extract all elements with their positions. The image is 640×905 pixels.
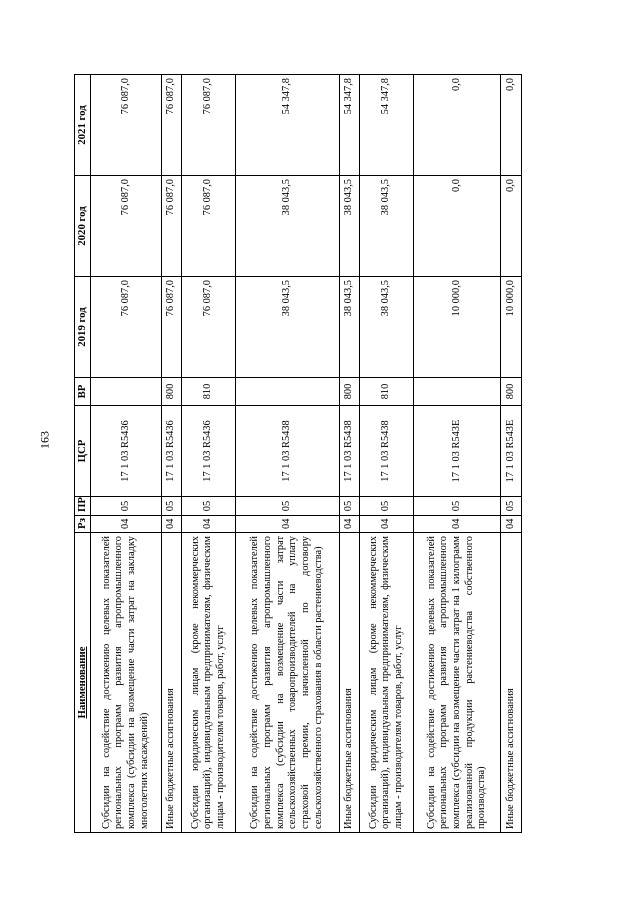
header-2019: 2019 год bbox=[75, 277, 91, 378]
cell-2020: 38 043,5 bbox=[360, 176, 414, 277]
table-row bbox=[414, 75, 501, 833]
table-row bbox=[182, 75, 236, 833]
cell-pr: 05 bbox=[339, 497, 360, 516]
cell-name: Субсидии юридическим лицам (кроме некоммерческих организаций), индивидуальным предпринимателям, физическим лицам - производителям товаров, работ, услуг bbox=[360, 533, 414, 833]
cell-name: Иные бюджетные ассигнования bbox=[501, 533, 522, 833]
cell-vr: 800 bbox=[161, 378, 182, 406]
cell-vr bbox=[91, 378, 161, 406]
cell-2021: 76 087,0 bbox=[91, 75, 161, 176]
cell-name: Субсидии на содействие достижению целевых показателей региональных программ развития агропромышленного комплекса (субсидии на возмещение части затрат на закладку многолетних насаждений) bbox=[91, 533, 161, 833]
cell-rz: 04 bbox=[360, 516, 414, 533]
page-number: 163 bbox=[37, 431, 52, 449]
header-2021: 2021 год bbox=[75, 75, 91, 176]
cell-2020: 76 087,0 bbox=[182, 176, 236, 277]
cell-pr: 05 bbox=[360, 497, 414, 516]
cell-2020: 0,0 bbox=[414, 176, 501, 277]
cell-rz: 04 bbox=[236, 516, 340, 533]
table-row bbox=[161, 75, 182, 833]
cell-pr: 05 bbox=[161, 497, 182, 516]
cell-csr: 17 1 03 R5436 bbox=[182, 406, 236, 497]
cell-csr: 17 1 03 R5438 bbox=[339, 406, 360, 497]
table-row bbox=[91, 75, 161, 833]
cell-rz: 04 bbox=[414, 516, 501, 533]
budget-table bbox=[74, 74, 522, 833]
cell-pr: 05 bbox=[182, 497, 236, 516]
cell-csr: 17 1 03 R5436 bbox=[91, 406, 161, 497]
cell-2019: 10 000,0 bbox=[414, 277, 501, 378]
cell-2021: 54 347,8 bbox=[360, 75, 414, 176]
cell-csr: 17 1 03 R543E bbox=[414, 406, 501, 497]
cell-2021: 54 347,8 bbox=[339, 75, 360, 176]
cell-vr: 800 bbox=[501, 378, 522, 406]
cell-vr: 810 bbox=[360, 378, 414, 406]
cell-pr: 05 bbox=[236, 497, 340, 516]
cell-2020: 0,0 bbox=[501, 176, 522, 277]
rotated-table-container bbox=[74, 75, 522, 833]
header-vr: ВР bbox=[75, 378, 91, 406]
cell-2019: 76 087,0 bbox=[91, 277, 161, 378]
cell-csr: 17 1 03 R543E bbox=[501, 406, 522, 497]
cell-2020: 76 087,0 bbox=[161, 176, 182, 277]
cell-2019: 76 087,0 bbox=[161, 277, 182, 378]
cell-vr bbox=[236, 378, 340, 406]
cell-2019: 38 043,5 bbox=[360, 277, 414, 378]
cell-vr: 800 bbox=[339, 378, 360, 406]
cell-2021: 76 087,0 bbox=[182, 75, 236, 176]
header-csr: ЦСР bbox=[75, 406, 91, 497]
cell-name: Иные бюджетные ассигнования bbox=[339, 533, 360, 833]
cell-2019: 38 043,5 bbox=[236, 277, 340, 378]
cell-2019: 76 087,0 bbox=[182, 277, 236, 378]
cell-csr: 17 1 03 R5438 bbox=[360, 406, 414, 497]
cell-name: Субсидии юридическим лицам (кроме некоммерческих организаций), индивидуальным предпринимателям, физическим лицам - производителям товаров, работ, услуг bbox=[182, 533, 236, 833]
cell-pr: 05 bbox=[91, 497, 161, 516]
header-name: Наименование bbox=[75, 533, 91, 833]
cell-2021: 0,0 bbox=[414, 75, 501, 176]
header-2020: 2020 год bbox=[75, 176, 91, 277]
cell-rz: 04 bbox=[339, 516, 360, 533]
cell-rz: 04 bbox=[161, 516, 182, 533]
cell-rz: 04 bbox=[501, 516, 522, 533]
cell-csr: 17 1 03 R5438 bbox=[236, 406, 340, 497]
cell-pr: 05 bbox=[501, 497, 522, 516]
cell-2021: 0,0 bbox=[501, 75, 522, 176]
cell-2019: 38 043,5 bbox=[339, 277, 360, 378]
cell-2019: 10 000,0 bbox=[501, 277, 522, 378]
header-rz: Рз bbox=[75, 516, 91, 533]
cell-rz: 04 bbox=[91, 516, 161, 533]
table-row bbox=[339, 75, 360, 833]
cell-name: Иные бюджетные ассигнования bbox=[161, 533, 182, 833]
table-header-row bbox=[75, 75, 91, 833]
cell-vr bbox=[414, 378, 501, 406]
cell-2020: 76 087,0 bbox=[91, 176, 161, 277]
header-pr: ПР bbox=[75, 497, 91, 516]
cell-vr: 810 bbox=[182, 378, 236, 406]
cell-2021: 76 087,0 bbox=[161, 75, 182, 176]
cell-name: Субсидии на содействие достижению целевых показателей региональных программ развития агропромышленного комплекса (субсидии на возмещение части затрат на 1 килограмм реализованной продукции растениеводства собственного производства) bbox=[414, 533, 501, 833]
table-row bbox=[360, 75, 414, 833]
cell-name: Субсидии на содействие достижению целевых показателей региональных программ развития агропромышленного комплекса (субсидии на возмещение части затрат сельскохозяйственных товаропроизводителей на уплату страховой премии, начисленной по договору сельскохозяйственного страхования в области растениеводства) bbox=[236, 533, 340, 833]
cell-2021: 54 347,8 bbox=[236, 75, 340, 176]
cell-2020: 38 043,5 bbox=[236, 176, 340, 277]
table-row bbox=[236, 75, 340, 833]
cell-rz: 04 bbox=[182, 516, 236, 533]
table-row bbox=[501, 75, 522, 833]
cell-pr: 05 bbox=[414, 497, 501, 516]
cell-csr: 17 1 03 R5436 bbox=[161, 406, 182, 497]
cell-2020: 38 043,5 bbox=[339, 176, 360, 277]
